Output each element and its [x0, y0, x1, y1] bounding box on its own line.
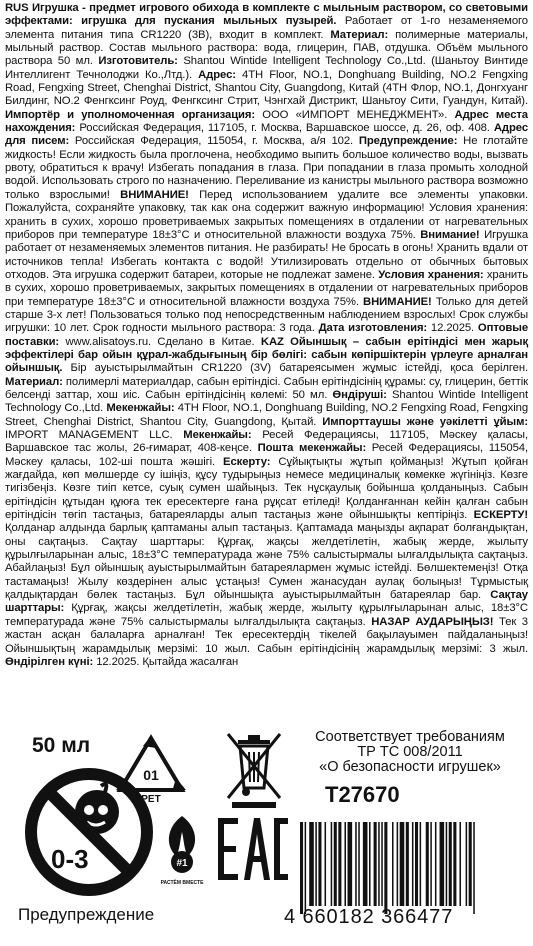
barcode-bar	[318, 822, 321, 906]
barcode	[300, 822, 530, 917]
barcode-digits: 4 660182 366477	[284, 906, 454, 928]
rus-material-label: Материал:	[323, 28, 389, 41]
rus-text-5: ООО «ИМПОРТ МЕНЕДЖМЕНТ».	[255, 108, 448, 121]
warning-caption: Предупреждение	[18, 905, 155, 924]
barcode-bar	[378, 822, 380, 906]
barcode-bar	[473, 822, 475, 914]
barcode-bar	[369, 822, 371, 906]
barcode-bar	[363, 822, 368, 906]
kaz-text-12: 12.2025. Қытайда жасалған	[93, 655, 239, 668]
rus-tag: RUS	[5, 2, 29, 14]
kaz-postal-label: Пошта мекенжайы:	[252, 442, 367, 455]
kaz-date-label: Өндірілген күні:	[5, 655, 94, 668]
kaz-text-11: Тек 3 жастан асқан балаларға арналған! Тек ересектердің тікелей бақылауымен пайдаланыңыз! Ойыншықтың жарамдылық мерзімі: 10 жыл. Сабын ерітіндісінің жарамдылық мерзімі: 3 жыл.	[5, 615, 528, 655]
rus-date-label: Дата изготовления:	[314, 322, 428, 335]
rus-warning-label: Предупреждение:	[353, 135, 458, 148]
rus-text-11: хранить в сухих, хорошо проветриваемых, закрытых помещениях в отдалении от нагревательных приборов при температуре 18±3°С и относительной влажности воздуха 75%.	[5, 268, 528, 308]
conformity-note	[292, 730, 528, 775]
barcode-bar	[355, 822, 357, 906]
recycle-code: 01	[143, 767, 159, 783]
barcode-bar	[435, 822, 437, 906]
kaz-text-7: Ресей Федерациясы, 115054, Мәскеу қаласы, 102-ші пошта жәшігі.	[5, 442, 528, 468]
volume-text: 50 мл	[32, 734, 91, 757]
rus-intro: Игрушка - предмет игрового обихода в комплекте с мыльным раствором, со световыми эффектами: игрушка для пускания мыльных пузырей.	[5, 2, 528, 28]
article-code: T27670	[325, 782, 400, 807]
rus-wholesale-label: Оптовые поставки:	[5, 322, 528, 348]
barcode-bar	[309, 822, 314, 906]
kaz-material-label: Материал:	[5, 375, 63, 388]
rus-letters-label: Адрес для писем:	[5, 122, 528, 148]
kaz-text-3: Shantou Wintide Intelligent Technology Co.,Ltd.	[5, 388, 528, 415]
rus-text-7: Российская Федерация, 115054, г. Москва, а/я 102.	[69, 135, 354, 148]
barcode-bar	[453, 822, 456, 906]
rus-attention-1: ВНИМАНИЕ!	[109, 188, 189, 201]
barcode-bar	[392, 822, 394, 906]
barcode-bar	[338, 822, 341, 906]
kaz-attention-2: НАЗАР АУДАРЫҢЫЗ!	[365, 615, 494, 628]
kaz-intro: KAZ Ойыншық – сабын ерітіндісі мен жарық эффектілері бар ойын құрал-жабдығының бір бөлігі: сабын көпіршіктерін үрлеуге арналған ойыншық.	[5, 335, 528, 375]
rus-text-14: www.alisatoys.ru. Сделано в Китае.	[59, 335, 255, 348]
rus-text-6: Российская Федерация, 117105, г. Москва, Варшавское шоссе, д. 26, оф. 408.	[75, 122, 490, 135]
barcode-bar	[348, 822, 353, 906]
kaz-text-2: полимерлі материалдар, сабын ерітіндісі. Сабын ерітіндісінің құрамы: су, глицерин, беттік белсенді заттар, хош иіс. Сабын ерітіндісінің көлемі: 50 мл.	[5, 375, 528, 401]
barcode-bar	[466, 822, 468, 906]
rus-text-1: Работает от 1-го незаменяемого элемента питания типа CR1220 (3В), входит в комплект.	[5, 15, 528, 41]
rus-text-12: Только для детей старше 3-х лет! Пользоваться только под непосредственным наблюдением взрослых! Срок службы игрушки: 10 лет. Срок годности мыльного раствора: 3 года.	[5, 295, 529, 335]
rus-importer-label: Импортёр и уполномоченная организация:	[5, 108, 256, 121]
barcode-bar	[315, 822, 317, 906]
barcode-bar	[400, 822, 405, 906]
barcode-bar	[384, 822, 387, 914]
barcode-bar	[406, 822, 409, 906]
barcode-bar	[300, 822, 303, 914]
cert-line-2: ТР ТС 008/2011	[357, 744, 463, 760]
rus-text-9: Перед использованием удалите все элементы упаковки. Пожалуйста, сохраняйте упаковку, так как она содержит важную информацию! Условия хранения: хранить в сухих, хорошо проветриваемых закрытых помещениях в отдалении от нагревательных приборов при температуре 18±3°C и относительной влажности воздуха 75%.	[5, 188, 529, 241]
grow-together-logo	[154, 810, 210, 892]
rus-attention-2: Внимание!	[415, 228, 480, 241]
kaz-address-label: Мекенжайы:	[103, 402, 175, 415]
kaz-text-5: IMPORT MANAGEMENT LLC.	[5, 429, 173, 441]
recycle-material: PET	[141, 794, 161, 802]
barcode-bar	[334, 822, 337, 906]
barcode-bar	[374, 822, 377, 906]
kaz-text-6: Ресей Федерациясы, 117105, Мәскеу қаласы, Варшавское тас жолы, 26-ғимарат, 408-кеңсе.	[5, 429, 528, 455]
kaz-address2-label: Мекенжайы:	[172, 429, 252, 441]
barcode-bar	[420, 822, 422, 906]
kaz-importer-label: Импорттаушы және уәкілетті ұйым:	[316, 415, 528, 428]
barcode-bar	[325, 822, 327, 906]
barcode-bar	[469, 822, 472, 906]
kaz-warning-label: Ескерту:	[215, 455, 271, 468]
barcode-bar	[459, 822, 461, 906]
rus-maker-label: Изготовитель:	[92, 55, 178, 68]
barcode-bar	[397, 822, 399, 906]
kaz-text-8: Сұйықтықты жұтып қоймаңыз! Жұтып қойған жағдайда, көп мөлшерде су ішіңіз, құсу тудырыңыз немесе медициналық көмекке жүгініңіз. Көзге тигізбеңіз. Көзге тиіп кетсе, суық сумен шайыңыз. Тек нұсқаулық бойынша қолданыңыз. Сабын ерітіндісін құтыдан құюға тек ересектерге ғана рұқсат етіледі! Қолданғаннан кейін қалған сабын ерітіндісін төгіп тастаңыз, батареяларды алып тастаңыз және ойыншықты кептіріңіз.	[5, 455, 528, 522]
barcode-bar	[446, 822, 448, 906]
kaz-text-9: Қолданар алдында барлық қаптаманы алып тастаңыз. Қаптамада маңызды ақпарат болғандықтан, оны сақтаңыз. Сақтау шарттары: Құрғақ, жақсы желдетілетін, жабық жерде, жылыту құрылғыларынан алыс, 18±3°C температурада және 75% салыстырмалы ылғалдылықта сақтаңыз. Абайлаңыз! Бұл ойыншық ауыстырылмайтын батареялармен жұмыс істейді. Бөлшектемеңіз! Отқа тастамаңыз! Жылу көздерінен алыс ұстаңыз! Сумен жанасудан аулақ болыңыз! Тұрмыстық қалдықтардан бөлек тастаңыз. Бұл ойыншықта ауыстырылмайтын батареялар бар.	[5, 522, 528, 602]
barcode-bar	[415, 822, 418, 906]
kaz-maker-label: Өндіруші:	[327, 388, 387, 401]
recycle-pet-icon	[112, 732, 190, 802]
kaz-storage-label: Сақтау шарттары:	[5, 589, 528, 615]
kaz-text-4: 4TH Floor, NO.1, Donghuang Building, NO.2 Fengxing Road, Fengxing Street, Chenghai District, Shantou City, Guangdong, Қытай.	[5, 402, 529, 428]
barcode-bar	[426, 822, 429, 906]
eac-mark-icon	[216, 814, 290, 884]
product-label-text	[5, 2, 528, 669]
age-text: 0-3	[51, 844, 89, 874]
rus-text-13: 12.2025.	[427, 322, 475, 335]
barcode-bar	[331, 822, 333, 906]
barcode-bar	[440, 822, 445, 906]
barcode-bar	[305, 822, 307, 914]
cert-line-1: Соответствует требованиям	[315, 729, 505, 745]
kaz-text-1: Бір ауыстырылмайтын CR1220 (3V) батареясымен жұмыс істейді, қоса берілген.	[62, 362, 528, 375]
barcode-bar	[358, 822, 360, 906]
rus-storage-label: Условия хранения:	[374, 268, 484, 281]
kaz-text-10: Құрғақ, жақсы желдетілетін, жабық жерде, жылыту құрылғыларынан алыс, 18±3°C температурада және 75% салыстырмалы ылғалдылықта сақтаңыз.	[5, 602, 528, 628]
rus-location-label: Адрес места нахождения:	[5, 108, 528, 135]
barcode-bar	[430, 822, 432, 906]
svg-text:#1: #1	[176, 858, 188, 869]
barcode-bar	[344, 822, 346, 906]
grow-together-text: РАСТЁМ ВМЕСТЕ	[160, 880, 204, 886]
rus-text-8: Не глотайте жидкость! Если жидкость была проглочена, необходимо выпить большое количество воды, вызвать рвоту, обратиться к врачу! Избегать попадания в глаза. При попадании в глаза промыть холодной водой. Использовать строго по назначению. Переливание из канистры мыльного раствора возможно только взрослыми!	[5, 135, 528, 201]
cert-line-3: «О безопасности игрушек»	[319, 759, 501, 775]
barcode-bar	[449, 822, 452, 906]
rus-text-2: полимерные материалы, мыльный раствор. Состав мыльного раствора: вода, глицерин, ПАВ, отдушка. Объём мыльного раствора 50 мл.	[5, 28, 528, 68]
crossed-bin-icon	[222, 726, 286, 808]
rus-address-label: Адрес:	[192, 68, 236, 81]
barcode-bar	[412, 822, 414, 906]
rus-text-10: Игрушка работает от незаменяемых элементов питания. Не разбирать! Не бросать в огонь! Хранить вдали от источников тепла! Избегать контакта с водой! Утилизировать отдельно от обычных бытовых отходов. Эта игрушка содержит батареи, которые не подлежат замене.	[5, 228, 529, 281]
rus-text-3: Shantou Wintide Intelligent Technology Co.,Ltd. (Шаньтоу Винтиде Интеллигент Течнолоджи Ко.,Лтд.).	[5, 55, 529, 81]
rus-text-4: 4TH Floor, NO.1, Donghuang Building, NO.2 Fengxing Road, Fengxing Street, Chenghai District, Shantou City, Guangdong, Китай (4TH Флор, NO.1, Донгхуанг Билдинг, NO.2 Фенгксинг Роуд, Фенгксинг Стрит, Чэнгхай Дистрикт, Шаньтоу Сити, Гуандун, Китай).	[5, 68, 528, 108]
rus-attention-3: ВНИМАНИЕ!	[358, 295, 432, 308]
barcode-bar	[381, 822, 383, 906]
markings-panel	[0, 722, 533, 946]
kaz-attention-1: ЕСКЕРТУ!	[467, 509, 528, 522]
